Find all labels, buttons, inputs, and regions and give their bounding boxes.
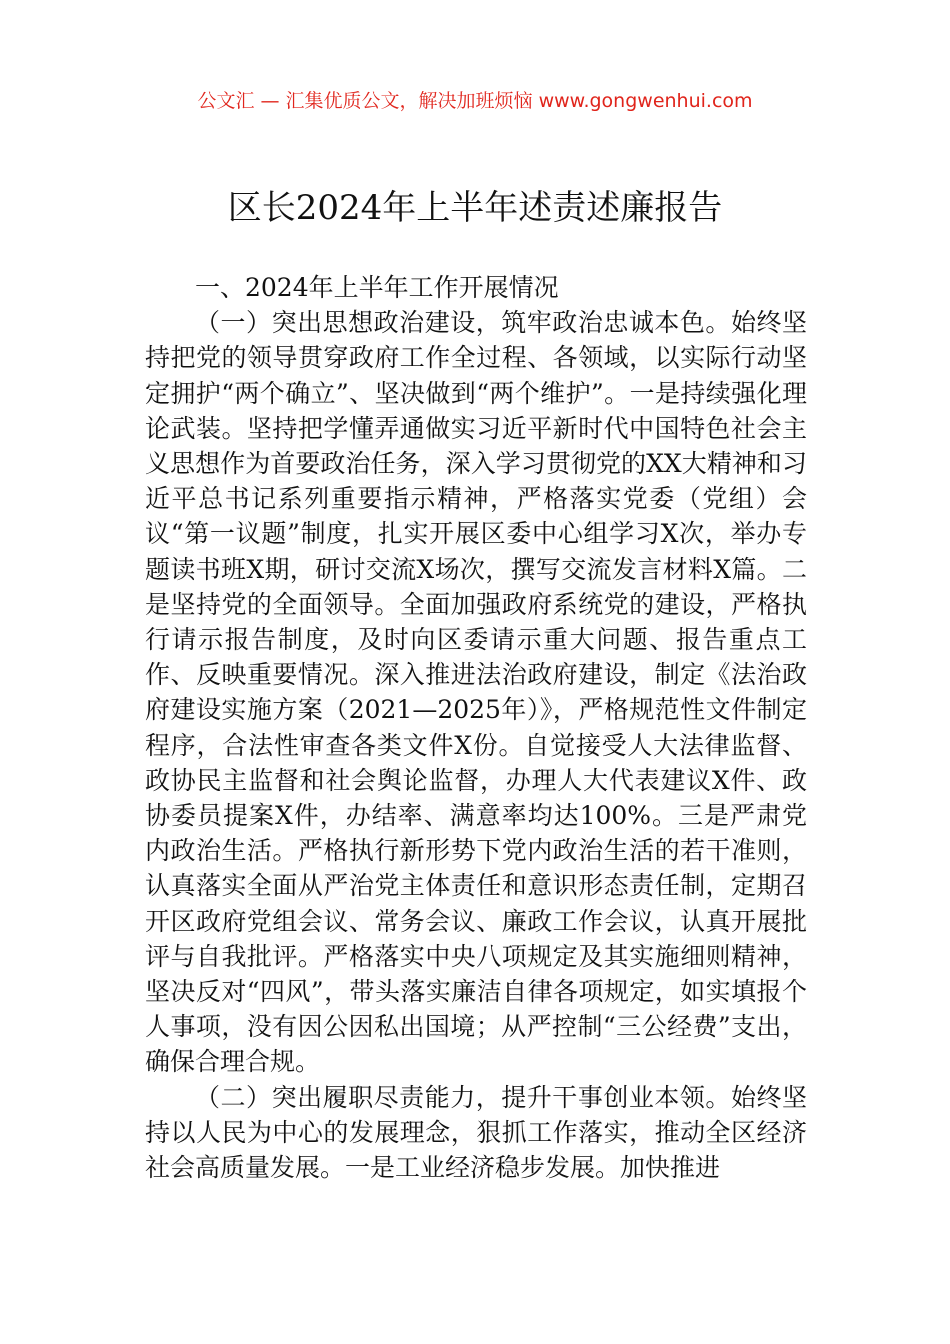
header-banner: 公文汇 — 汇集优质公文，解决加班烦恼 www.gongwenhui.com — [197, 90, 753, 112]
document-body — [145, 270, 807, 1185]
section-heading: 一、2024年上半年工作开展情况 — [195, 273, 559, 302]
body-paragraph-2: （二）突出履职尽责能力，提升干事创业本领。始终坚持以人民为中心的发展理念，狠抓工作落实，推动全区经济社会高质量发展。一是工业经济稳步发展。加快推进 — [145, 1082, 807, 1183]
body-paragraph-1: （一）突出思想政治建设，筑牢政治忠诚本色。始终坚持把党的领导贯穿政府工作全过程、各领域，以实际行动坚定拥护“两个确立”、坚决做到“两个维护”。一是持续强化理论武装。坚持把学懂弄通做实习近平新时代中国特色社会主义思想作为首要政治任务，深入学习贯彻党的XX大精神和习近平总书记系列重要指示精神，严格落实党委（党组）会议“第一议题”制度，扎实开展区委中心组学习X次，举办专题读书班X期，研讨交流X场次，撰写交流发言材料X篇。二是坚持党的全面领导。全面加强政府系统党的建设，严格执行请示报告制度，及时向区委请示重大问题、报告重点工作、反映重要情况。深入推进法治政府建设，制定《法治政府建设实施方案（2021—2025年）》，严格规范性文件制定程序，合法性审查各类文件X份。自觉接受人大法律监督、政协民主监督和社会舆论监督，办理人大代表建议X件、政协委员提案X件，办结率、满意率均达100%。三是严肃党内政治生活。严格执行新形势下党内政治生活的若干准则，认真落实全面从严治党主体责任和意识形态责任制，定期召开区政府党组会议、常务会议、廉政工作会议，认真开展批评与自我批评。严格落实中央八项规定及其实施细则精神，坚决反对“四风”，带头落实廉洁自律各项规定，如实填报个人事项，没有因公因私出国境；从严控制“三公经费”支出，确保合理合规。 — [145, 308, 807, 1077]
document-title: 区长2024年上半年述责述廉报告 — [227, 188, 723, 228]
